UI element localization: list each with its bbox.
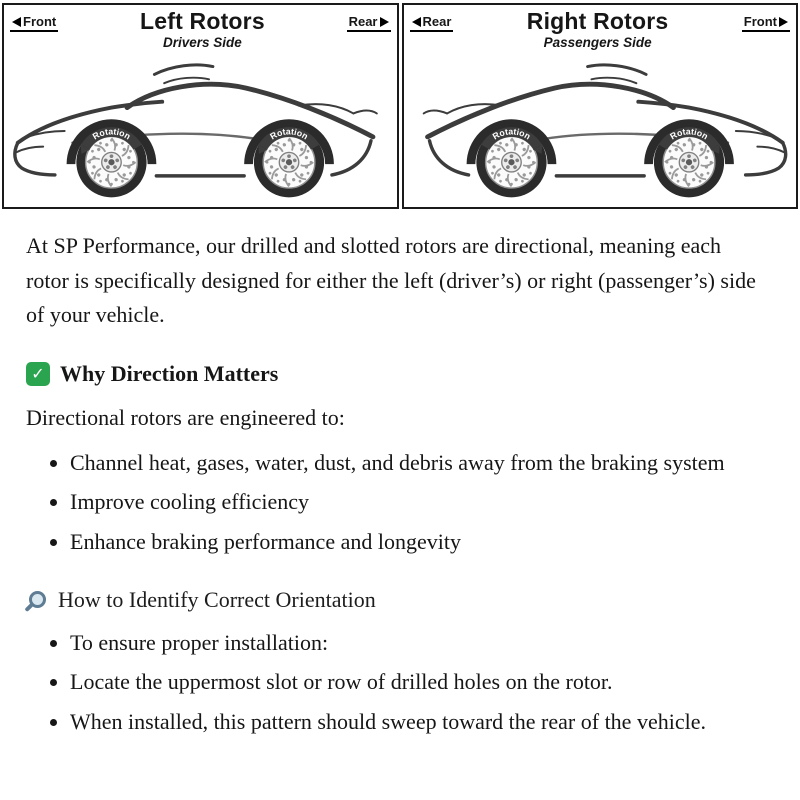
left-rotors-panel (2, 3, 399, 209)
direction-label: Front (743, 14, 777, 29)
section-heading-identify-orientation (26, 583, 764, 618)
arrow-right-icon (779, 17, 788, 27)
panel-title: Right Rotors (526, 8, 669, 34)
rotor-direction-diagram (0, 0, 800, 209)
list-item: • Enhance braking performance and longevity (70, 525, 764, 560)
direction-label: Rear (348, 14, 378, 29)
list-item: • When installed, this pattern should sweep toward the rear of the vehicle. (70, 705, 764, 740)
list-item: • To ensure proper installation: (70, 626, 764, 661)
car-illustration-right (410, 51, 791, 205)
panel-subtitle: Drivers Side (163, 35, 242, 50)
right-panel-header (410, 7, 791, 50)
rear-direction (410, 13, 454, 32)
arrow-left-icon (412, 17, 421, 27)
right-rotors-panel (402, 3, 799, 209)
intro-paragraph: At SP Performance, our drilled and slotted rotors are directional, meaning each rotor is specifically designed for either the left (driver’s) or right (passenger’s) side of your vehicle. (26, 233, 756, 328)
panel-titles (527, 8, 669, 50)
left-panel-header (10, 7, 391, 50)
heading-text: How to Identify Correct Orientation (58, 587, 376, 613)
panel-subtitle: Passengers Side (543, 35, 652, 50)
article-body (0, 209, 790, 759)
magnifier-icon (26, 590, 48, 612)
list-item: • Locate the uppermost slot or row of drilled holes on the rotor. (70, 665, 764, 700)
check-icon: ✓ (26, 362, 50, 386)
front-direction (10, 13, 58, 32)
orientation-list (26, 626, 764, 740)
panel-title: Left Rotors (139, 8, 265, 34)
car-illustration-left (10, 51, 391, 205)
lead-paragraph: Directional rotors are engineered to: (26, 405, 345, 431)
front-direction (742, 13, 790, 32)
list-item: • Improve cooling efficiency (70, 485, 764, 520)
list-item: • Channel heat, gases, water, dust, and debris away from the braking system (70, 446, 764, 481)
section-heading-why-direction-matters (26, 357, 764, 392)
direction-label: Front (23, 14, 57, 29)
heading-text: Why Direction Matters (60, 360, 279, 386)
rear-direction (347, 13, 391, 32)
direction-label: Rear (422, 14, 452, 29)
benefits-list (26, 446, 764, 560)
arrow-right-icon (380, 17, 389, 27)
arrow-left-icon (12, 17, 21, 27)
panel-titles (140, 8, 265, 50)
